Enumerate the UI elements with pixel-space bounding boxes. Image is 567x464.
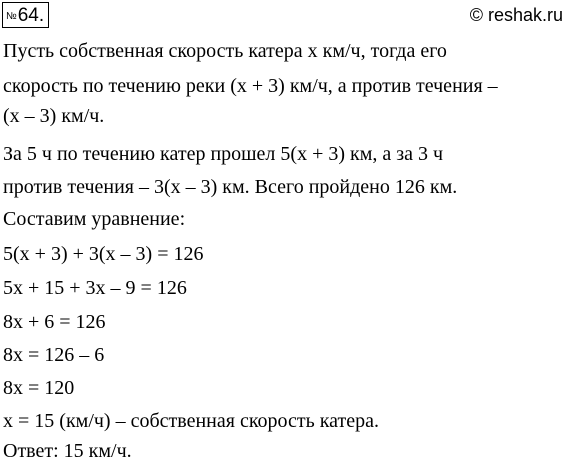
text-line-distance-against-current: против течения – 3(x – 3) км. Всего пройдено 126 км. — [3, 176, 458, 198]
problem-number-badge — [2, 2, 49, 28]
equation-step-4: 8x = 126 – 6 — [3, 344, 105, 366]
text-line-distance-with-current: За 5 ч по течению катер прошел 5(x + 3) км, а за 3 ч — [3, 143, 444, 165]
text-line-speed-with-current: скорость по течению реки (x + 3) км/ч, а против течения – — [3, 75, 498, 97]
equation-step-5: 8x = 120 — [3, 377, 75, 399]
problem-number: 64. — [17, 5, 45, 26]
equation-step-2: 5x + 15 + 3x – 9 = 126 — [3, 277, 187, 299]
text-line-speed-against-current: (x – 3) км/ч. — [3, 105, 105, 127]
equation-step-3: 8x + 6 = 126 — [3, 311, 106, 333]
text-line-answer: Ответ: 15 км/ч. — [3, 440, 132, 462]
equation-step-1: 5(x + 3) + 3(x – 3) = 126 — [3, 243, 204, 265]
number-sign: № — [6, 11, 17, 22]
text-line-result: x = 15 (км/ч) – собственная скорость катера. — [3, 410, 380, 432]
copyright-notice: © reshak.ru — [469, 5, 563, 25]
text-line-compose-equation: Составим уравнение: — [3, 208, 186, 230]
text-line-intro: Пусть собственная скорость катера x км/ч, тогда его — [3, 40, 447, 62]
